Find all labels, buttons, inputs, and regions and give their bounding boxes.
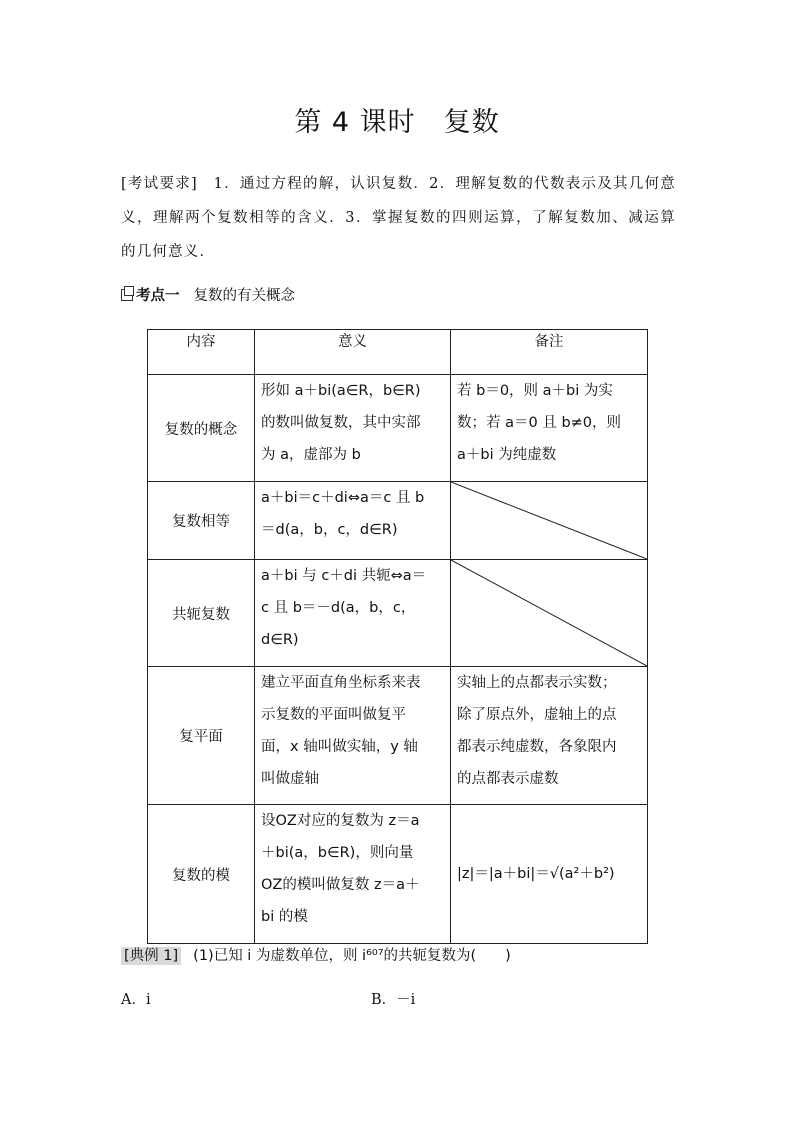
row-name: 共轭复数	[148, 560, 255, 667]
note-line: a＋bi 为纯虚数	[457, 447, 557, 463]
section-heading	[121, 284, 295, 305]
diagonal-line	[451, 560, 647, 666]
row-note	[451, 667, 648, 805]
row-meaning	[255, 560, 451, 667]
header-meaning: 意义	[255, 330, 451, 375]
option-b[interactable]: B．－i	[371, 992, 416, 1008]
example-1	[121, 944, 511, 965]
option-a[interactable]: A．i	[121, 992, 151, 1008]
table-header-row	[148, 330, 648, 375]
row-meaning	[255, 667, 451, 805]
section-title: 复数的有关概念	[193, 288, 295, 304]
row-name: 复数的概念	[148, 375, 255, 482]
example-tag: [典例 1]	[121, 947, 181, 965]
row-meaning	[255, 375, 451, 482]
concepts-table	[147, 329, 648, 944]
row-note	[451, 805, 648, 944]
example-question: (1)已知 i 为虚数单位，则 i⁶⁰⁷的共轭复数为( )	[193, 948, 511, 964]
note-line: 除了原点外，虚轴上的点	[457, 707, 617, 723]
row-name: 复平面	[148, 667, 255, 805]
meaning-line: 示复数的平面叫做复平	[261, 707, 406, 723]
exam-requirements: [考试要求] 1．通过方程的解，认识复数．2．理解复数的代数表示及其几何意义，理解两个复数相等的含义．3．掌握复数的四则运算，了解复数加、减运算的几何意义．	[121, 176, 676, 260]
section-label: 考点一	[136, 288, 180, 304]
meaning-line: 建立平面直角坐标系来表	[261, 675, 421, 691]
meaning-line: c 且 b＝－d(a，b，c，	[261, 600, 416, 616]
meaning-line: 面，x 轴叫做实轴，y 轴	[261, 739, 418, 755]
note-line: 实轴上的点都表示实数；	[457, 675, 617, 691]
meaning-line: 设OZ对应的复数为 z＝a	[261, 813, 420, 829]
header-note: 备注	[451, 330, 648, 375]
meaning-line: 的数叫做复数，其中实部	[261, 415, 421, 431]
modulus-formula: |z|＝|a＋bi|＝√(a²＋b²)	[457, 866, 615, 882]
table-row	[148, 805, 648, 944]
row-note-empty	[451, 560, 648, 667]
row-note	[451, 375, 648, 482]
meaning-line: ＝d(a，b，c，d∈R)	[261, 522, 398, 538]
note-line: 若 b＝0，则 a＋bi 为实	[457, 383, 613, 399]
row-meaning	[255, 482, 451, 560]
section-box-icon	[121, 289, 133, 301]
meaning-line: 形如 a＋bi(a∈R，b∈R)	[261, 383, 421, 399]
meaning-line: d∈R)	[261, 632, 299, 648]
page-title: 第 4 课时 复数	[294, 107, 500, 138]
header-content: 内容	[148, 330, 255, 375]
note-line: 都表示纯虚数，各象限内	[457, 739, 617, 755]
meaning-line: 为 a，虚部为 b	[261, 447, 361, 463]
note-line: 的点都表示虚数	[457, 771, 559, 787]
diagonal-line	[451, 482, 647, 559]
table-row	[148, 560, 648, 667]
table-row	[148, 375, 648, 482]
row-note-empty	[451, 482, 648, 560]
meaning-line: OZ的模叫做复数 z＝a＋	[261, 877, 420, 893]
note-line: 数；若 a＝0 且 b≠0，则	[457, 415, 622, 431]
meaning-line: a＋bi＝c＋di⇔a＝c 且 b	[261, 490, 425, 506]
meaning-line: 叫做虚轴	[261, 771, 319, 787]
table-row	[148, 482, 648, 560]
table-row	[148, 667, 648, 805]
row-name: 复数的模	[148, 805, 255, 944]
row-name: 复数相等	[148, 482, 255, 560]
meaning-line: ＋bi(a，b∈R)，则向量	[261, 845, 414, 861]
row-meaning	[255, 805, 451, 944]
meaning-line: a＋bi 与 c＋di 共轭⇔a＝	[261, 568, 427, 584]
meaning-line: bi 的模	[261, 909, 308, 925]
